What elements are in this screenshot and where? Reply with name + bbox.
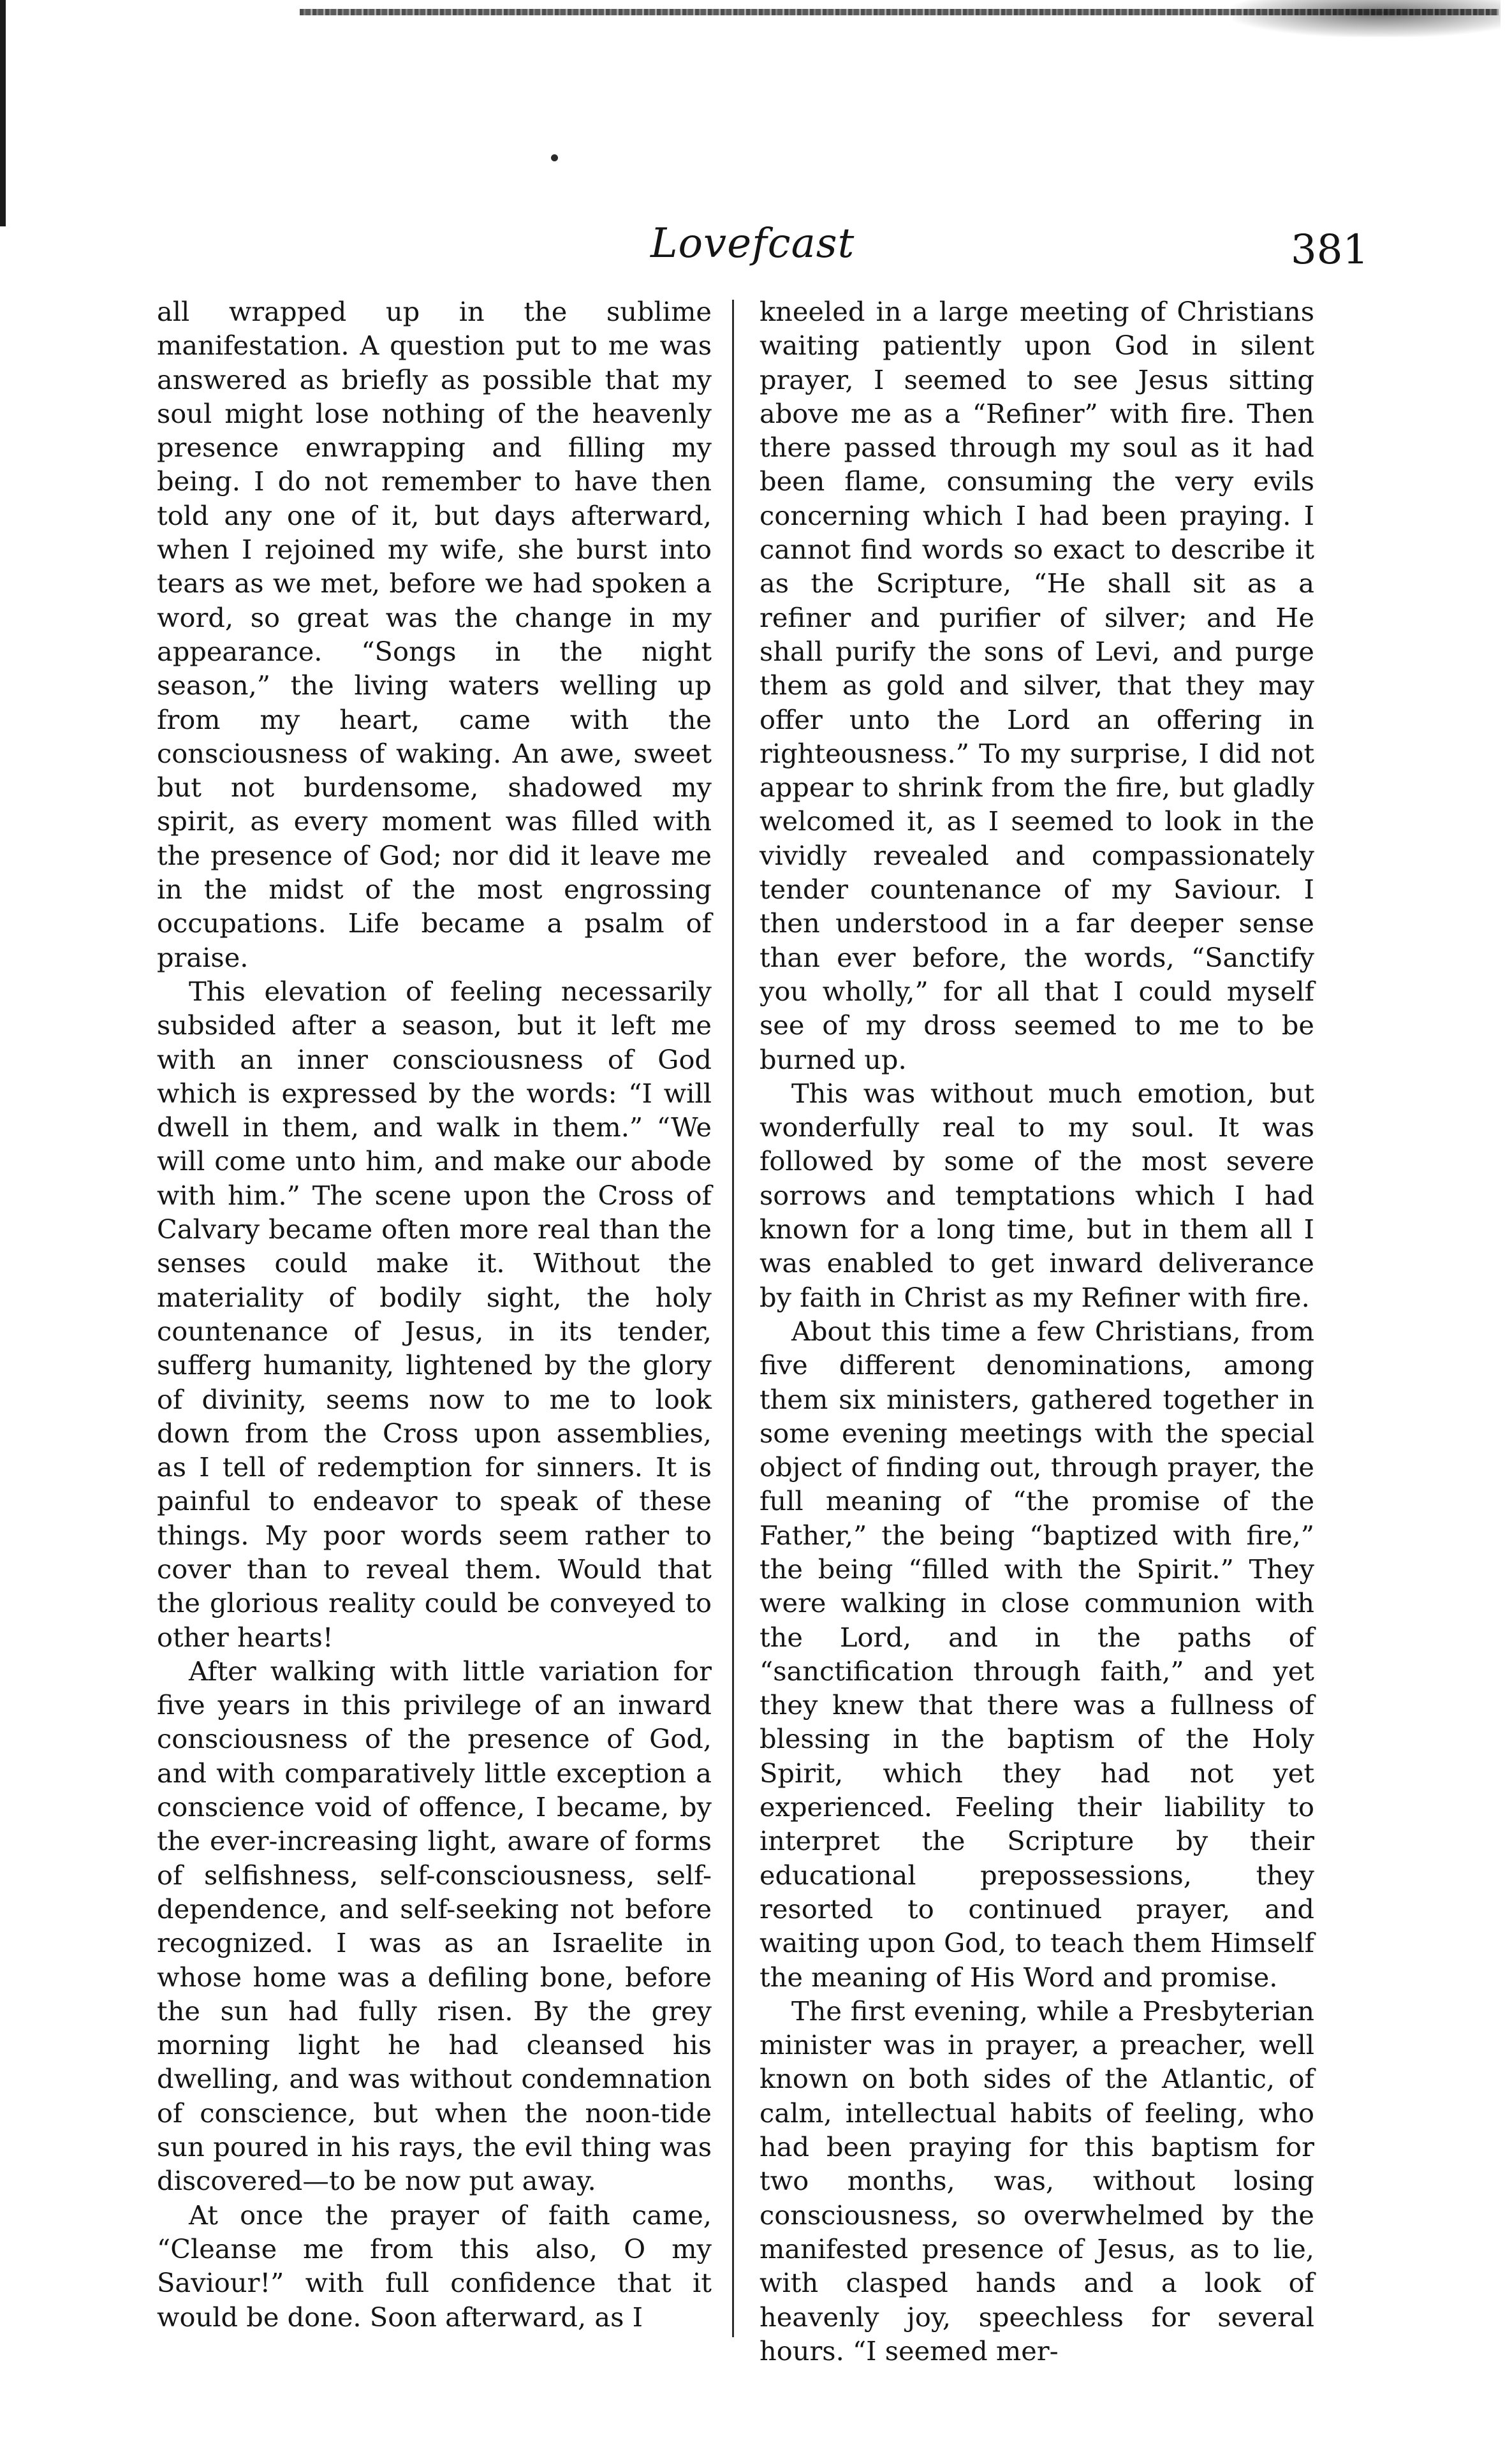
paragraph: About this time a few Christians, from five different denominations, among them six ministers, gathered together in some evening meetings with the special object of finding out, through prayer, the full meaning of “the promise of the Father,” the being “baptized with fire,” the being “filled with the Spirit.” They were walking in close communion with the Lord, and in the paths of “sanctification through faith,” and yet they knew that there was a fullness of blessing in the baptism of the Holy Spirit, which they had not yet experienced. Feeling their liability to interpret the Scripture by their educational prepossessions, they resorted to continued prayer, and waiting upon God, to teach them Himself the meaning of His Word and promise. <box>760 1315 1314 1993</box>
scan-corner-smudge <box>1233 0 1501 37</box>
column-rule <box>732 300 734 2337</box>
paragraph: After walking with little variation for five years in this privilege of an inward consciousness of the presence of God, and with comparatively little exception a conscience void of offence, I became, by the ever-increasing light, aware of forms of selfishness, self-consciousness, self-dependence, and self-seeking not before recognized. I was as an Israelite in whose home was a defiling bone, before the sun had fully risen. By the grey morning light he had cleansed his dwelling, and was without condemnation of conscience, but when the noon-tide sun poured in his rays, the evil thing was discovered—to be now put away. <box>157 1655 712 2197</box>
paragraph: This was without much emotion, but wonderfully real to my soul. It was followed by some of the most severe sorrows and temptations which I had known for a long time, but in them all I was enabled to get inward deliverance by faith in Christ as my Refiner with fire. <box>760 1077 1314 1313</box>
paragraph: kneeled in a large meeting of Christians waiting patiently upon God in silent prayer, I seemed to see Jesus sitting above me as a “Refiner” with fire. Then there passed through my soul as it had been flame, consuming the very evils concerning which I had been praying. I cannot find words so exact to describe it as the Scripture, “He shall sit as a refiner and purifier of silver; and He shall purify the sons of Levi, and purge them as gold and silver, that they may offer unto the Lord an offering in righteousness.” To my surprise, I did not appear to shrink from the fire, but gladly welcomed it, as I seemed to look in the vividly revealed and compassionately tender countenance of my Saviour. I then understood in a far deeper sense than ever before, the words, “Sanctify you wholly,” for all that I could myself see of my dross seemed to me to be burned up. <box>760 296 1314 1075</box>
paragraph: all wrapped up in the sublime manifestation. A question put to me was answered as briefly as possible that my soul might lose nothing of the heavenly presence enwrapping and filling my being. I do not remember to have then told any one of it, but days afterward, when I rejoined my wife, she burst into tears as we met, before we had spoken a word, so great was the change in my appearance. “Songs in the night season,” the living waters welling up from my heart, came with the consciousness of waking. An awe, sweet but not burdensome, shadowed my spirit, as every moment was filled with the presence of God; nor did it leave me in the midst of the most engrossing occupations. Life became a psalm of praise. <box>157 296 712 973</box>
paragraph: This elevation of feeling necessarily subsided after a season, but it left me with an inner consciousness of God which is expressed by the words: “I will dwell in them, and walk in them.” “We will come unto him, and make our abode with him.” The scene upon the Cross of Calvary became often more real than the senses could make it. Without the materiality of bodily sight, the holy countenance of Jesus, in its tender, sufferg humanity, lightened by the glory of divinity, seems now to me to look down from the Cross upon assemblies, as I tell of redemption for sinners. It is painful to endeavor to speak of these things. My poor words seem rather to cover than to reveal them. Would that the glorious reality could be conveyed to other hearts! <box>157 975 712 1653</box>
page-number: 381 <box>1291 226 1369 274</box>
left-column <box>157 295 712 2334</box>
paragraph: At once the prayer of faith came, “Cleanse me from this also, O my Saviour!” with full confidence that it would be done. Soon afterward, as I <box>157 2199 712 2333</box>
paragraph: The first evening, while a Presbyterian minister was in prayer, a preacher, well known on both sides of the Atlantic, of calm, intellectual habits of feeling, who had been praying for this baptism for two months, was, without losing consciousness, so overwhelmed by the manifested presence of Jesus, as to lie, with clasped hands and a look of heavenly joy, speechless for several hours. “I seemed mer- <box>760 1995 1314 2367</box>
running-head: Lovefcast <box>650 220 855 267</box>
ink-dot <box>551 154 558 161</box>
right-column <box>760 295 1314 2368</box>
scan-left-edge <box>0 0 6 226</box>
